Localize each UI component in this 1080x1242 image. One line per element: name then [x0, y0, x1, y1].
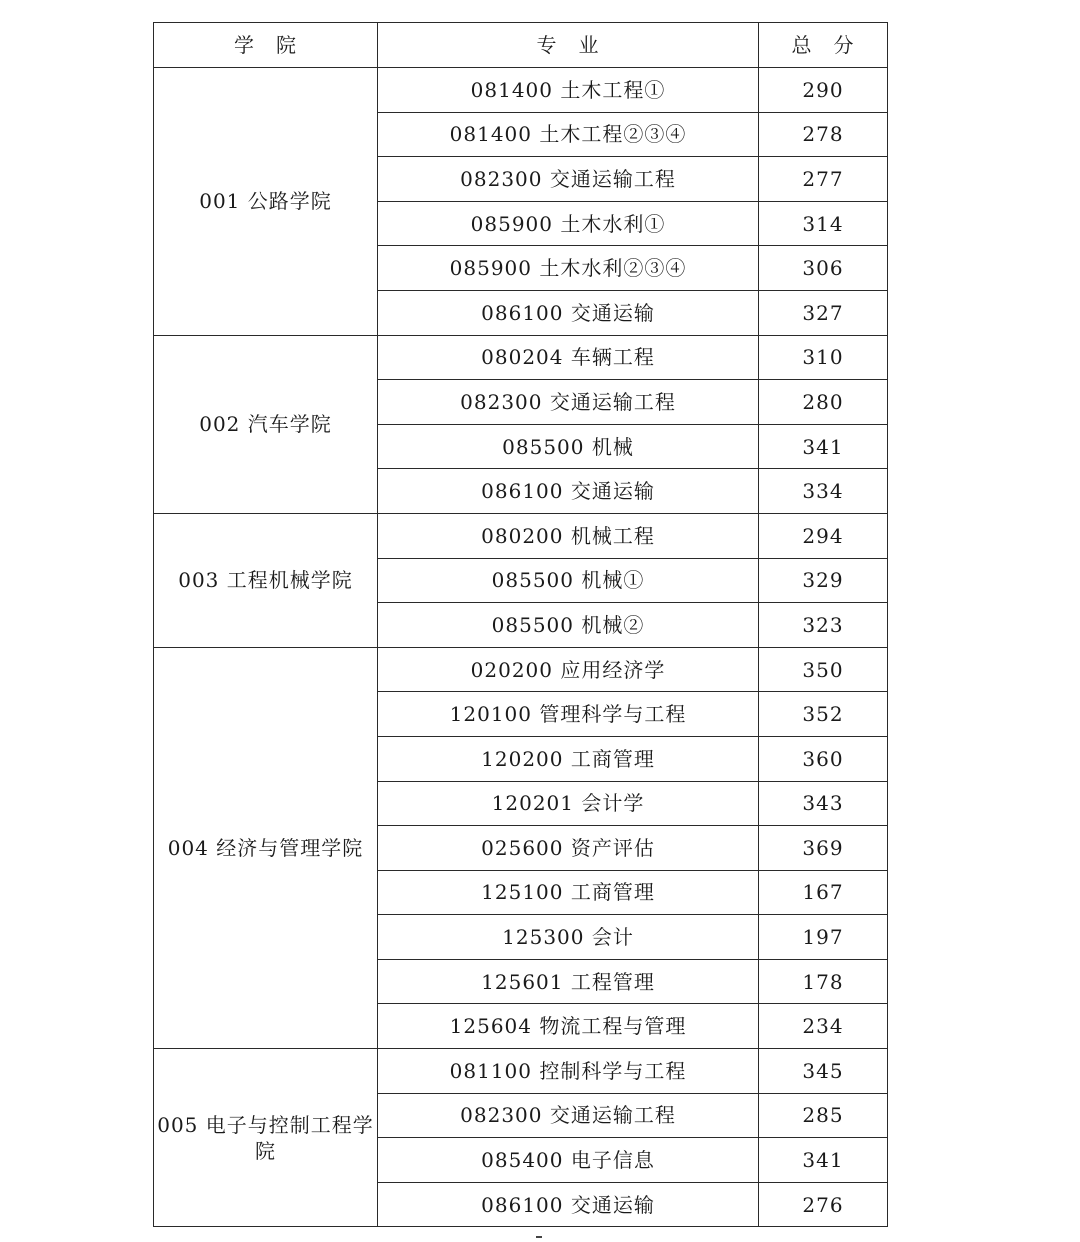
major-cell: 080204 车辆工程 — [378, 335, 759, 380]
major-cell: 085900 土木水利②③④ — [378, 246, 759, 291]
score-cell: 234 — [759, 1004, 888, 1049]
score-cell: 197 — [759, 915, 888, 960]
major-cell: 081400 土木工程②③④ — [378, 112, 759, 157]
score-cell: 285 — [759, 1093, 888, 1138]
major-cell: 025600 资产评估 — [378, 826, 759, 871]
major-cell: 086100 交通运输 — [378, 290, 759, 335]
major-cell: 086100 交通运输 — [378, 1182, 759, 1227]
major-cell: 081400 土木工程① — [378, 68, 759, 113]
score-cell: 343 — [759, 781, 888, 826]
score-cell: 341 — [759, 424, 888, 469]
score-table — [153, 22, 888, 1227]
score-cell: 350 — [759, 647, 888, 692]
major-cell: 120200 工商管理 — [378, 736, 759, 781]
major-cell: 125300 会计 — [378, 915, 759, 960]
score-cell: 167 — [759, 870, 888, 915]
table-body — [154, 68, 888, 1227]
score-cell: 280 — [759, 380, 888, 425]
page-mark — [536, 1236, 542, 1238]
score-cell: 323 — [759, 603, 888, 648]
score-cell: 310 — [759, 335, 888, 380]
header-score: 总 分 — [759, 23, 888, 68]
table-row — [154, 1049, 888, 1094]
score-cell: 329 — [759, 558, 888, 603]
score-cell: 306 — [759, 246, 888, 291]
header-row — [154, 23, 888, 68]
major-cell: 020200 应用经济学 — [378, 647, 759, 692]
table-row — [154, 68, 888, 113]
college-cell: 003 工程机械学院 — [154, 513, 378, 647]
table-row — [154, 513, 888, 558]
major-cell: 086100 交通运输 — [378, 469, 759, 514]
major-cell: 080200 机械工程 — [378, 513, 759, 558]
score-cell: 341 — [759, 1138, 888, 1183]
header-college: 学 院 — [154, 23, 378, 68]
major-cell: 085400 电子信息 — [378, 1138, 759, 1183]
score-cell: 345 — [759, 1049, 888, 1094]
score-cell: 334 — [759, 469, 888, 514]
major-cell: 082300 交通运输工程 — [378, 1093, 759, 1138]
score-cell: 369 — [759, 826, 888, 871]
table-row — [154, 647, 888, 692]
major-cell: 085500 机械② — [378, 603, 759, 648]
college-cell: 001 公路学院 — [154, 68, 378, 336]
major-cell: 085500 机械① — [378, 558, 759, 603]
score-cell: 327 — [759, 290, 888, 335]
score-cell: 294 — [759, 513, 888, 558]
table-row — [154, 335, 888, 380]
major-cell: 082300 交通运输工程 — [378, 380, 759, 425]
score-cell: 178 — [759, 959, 888, 1004]
score-cell: 276 — [759, 1182, 888, 1227]
major-cell: 125100 工商管理 — [378, 870, 759, 915]
score-cell: 278 — [759, 112, 888, 157]
major-cell: 120201 会计学 — [378, 781, 759, 826]
major-cell: 081100 控制科学与工程 — [378, 1049, 759, 1094]
score-cell: 352 — [759, 692, 888, 737]
score-cell: 360 — [759, 736, 888, 781]
major-cell: 125604 物流工程与管理 — [378, 1004, 759, 1049]
college-cell: 002 汽车学院 — [154, 335, 378, 513]
score-cell: 277 — [759, 157, 888, 202]
major-cell: 085500 机械 — [378, 424, 759, 469]
college-cell: 004 经济与管理学院 — [154, 647, 378, 1048]
header-major: 专 业 — [378, 23, 759, 68]
score-cell: 314 — [759, 201, 888, 246]
major-cell: 125601 工程管理 — [378, 959, 759, 1004]
major-cell: 120100 管理科学与工程 — [378, 692, 759, 737]
college-cell: 005 电子与控制工程学院 — [154, 1049, 378, 1227]
major-cell: 085900 土木水利① — [378, 201, 759, 246]
major-cell: 082300 交通运输工程 — [378, 157, 759, 202]
score-cell: 290 — [759, 68, 888, 113]
